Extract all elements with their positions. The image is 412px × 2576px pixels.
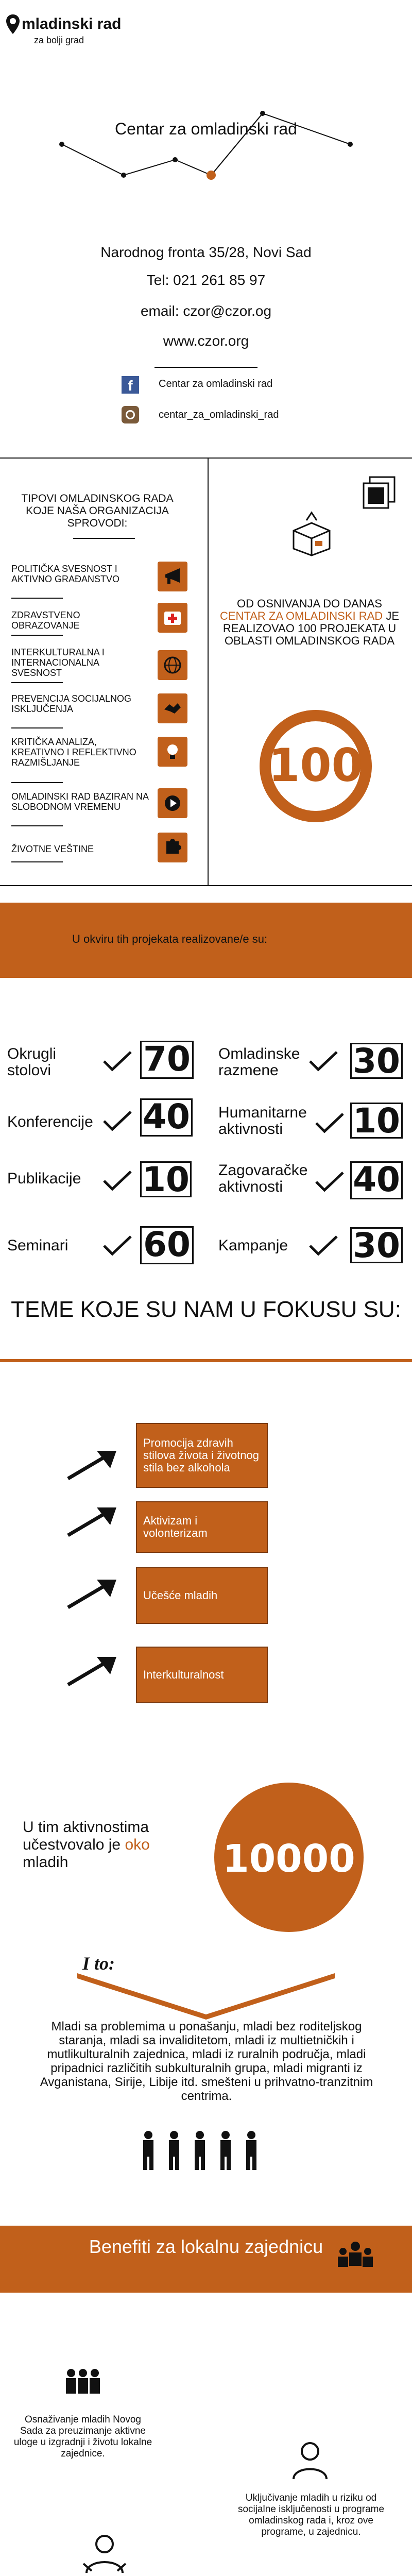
checkmark-icon xyxy=(102,1170,133,1192)
checkmark-icon xyxy=(314,1171,345,1193)
participants-text-after: mladih xyxy=(23,1854,68,1871)
people-icon xyxy=(139,2130,278,2171)
stat-value-kampanje: 30 xyxy=(350,1227,403,1263)
checkmark-icon xyxy=(314,1112,345,1134)
stat-label-kampanje: Kampanje xyxy=(218,1237,288,1254)
arrow-icon xyxy=(65,1577,122,1613)
network-graphic xyxy=(46,88,366,191)
checkmark-icon xyxy=(308,1050,339,1073)
chevron-down-icon xyxy=(77,1973,335,2020)
globe-icon xyxy=(158,650,187,680)
type-line-1 xyxy=(11,598,63,599)
projects-text-before: OD OSNIVANJA DO DANAS xyxy=(237,597,382,610)
type-item-2: ZDRAVSTVENO OBRAZOVANJE xyxy=(11,610,80,631)
stat-value-okrugli: 70 xyxy=(140,1041,194,1079)
handshake-icon xyxy=(158,693,187,723)
location-pin-icon xyxy=(5,13,21,36)
people-icon-row xyxy=(139,2130,278,2171)
type-item-1: POLITIČKA SVESNOST I AKTIVNO GRAĐANSTVO xyxy=(11,564,120,584)
topics-panel-accent xyxy=(0,1359,412,1362)
type-line-4 xyxy=(11,727,63,728)
group-icon xyxy=(64,2368,102,2404)
type-item-7: ŽIVOTNE VEŠTINE xyxy=(11,844,94,854)
projects-banner xyxy=(0,903,412,978)
stat-label-konferencije: Konferencije xyxy=(7,1113,93,1130)
participants-text-highlight: oko xyxy=(125,1836,150,1853)
stat-label-okrugli: Okrugli stolovi xyxy=(7,1045,57,1079)
instagram-icon xyxy=(122,406,139,423)
type-line-7 xyxy=(11,861,63,862)
benefit-item-2: Uključivanje mladih u riziku od socijalne isključenosti u programe omladinskog rada i, kroz ove programe, u zajednicu. xyxy=(237,2493,385,2537)
arrow-icon xyxy=(65,1504,122,1540)
type-item-3: INTERKULTURALNA I INTERNACIONALNA SVESNOST xyxy=(11,647,105,678)
play-icon xyxy=(158,788,187,818)
benefits-heading: Benefiti za lokalnu zajednicu xyxy=(89,2236,323,2257)
type-line-3 xyxy=(11,682,63,683)
benefits-banner xyxy=(0,2226,412,2293)
team-icon xyxy=(335,2240,376,2276)
topics-panel xyxy=(0,1359,412,1771)
megaphone-icon xyxy=(158,562,187,591)
type-line-2 xyxy=(11,635,63,636)
logo-title: mladinski rad xyxy=(22,15,122,32)
types-heading: TIPOVI OMLADINSKOG RADA KOJE NAŠA ORGANIZACIJA SPROVODI: xyxy=(21,493,174,529)
topic-item-2: Aktivizam i volonterizam xyxy=(136,1501,268,1553)
phone: Tel: 021 261 85 97 xyxy=(146,272,266,288)
projects-text-after: JE REALIZOVAO 100 PROJEKATA U OBLASTI OMLADINSKOG RADA xyxy=(222,609,399,647)
stat-label-zagovaracke: Zagovaračke aktivnosti xyxy=(218,1162,308,1195)
type-item-4: PREVENCIJA SOCIJALNOG ISKLJUČENJA xyxy=(11,693,132,714)
vertical-divider xyxy=(208,457,209,885)
type-line-6 xyxy=(11,825,63,826)
puzzle-icon xyxy=(158,833,187,862)
stat-value-humanitarne: 10 xyxy=(350,1103,403,1139)
arrow-icon xyxy=(65,1654,122,1690)
type-item-6: OMLADINSKI RAD BAZIRAN NA SLOBODNOM VREMENU xyxy=(11,791,149,812)
person-icon xyxy=(289,2439,331,2480)
participants-description: Mladi sa problemima u ponašanju, mladi bez roditeljskog staranja, mladi sa invaliditetom, mladi iz multietničkih i mutlikulturalnih zajednica, mladi iz ruralnih područja, mladi pripadnici različitih subkulturalnih grupa, mladi migranti iz Avganistana, Sirije, Libije itd. smešteni u prihvatno-tranzitnim centrima. xyxy=(40,2020,373,2103)
checkmark-icon xyxy=(102,1050,133,1073)
stat-value-seminari: 60 xyxy=(140,1226,194,1264)
stat-value-razmene: 30 xyxy=(350,1043,403,1079)
projects-count: 100 xyxy=(268,739,363,792)
ito-label: I to: xyxy=(82,1953,115,1974)
support-icon xyxy=(81,2533,128,2574)
banner-text: U okviru tih projekata realizovane/e su: xyxy=(72,933,268,945)
projects-text-highlight: CENTAR ZA OMLADINSKI RAD xyxy=(219,609,383,622)
lightbulb-icon xyxy=(158,737,187,767)
type-item-5: KRITIČKA ANALIZA, KREATIVNO I REFLEKTIVNO RAZMIŠLJANJE xyxy=(11,737,136,768)
benefit-item-1: Osnaživanje mladih Novog Sada za preuzimanje aktivne uloge u izgradnji i životu lokalne zajednice. xyxy=(13,2414,152,2459)
stat-value-zagovaracke: 40 xyxy=(350,1161,403,1199)
topics-heading: TEME KOJE SU NAM U FOKUSU SU: xyxy=(11,1297,401,1322)
first-aid-icon xyxy=(158,603,187,633)
logo xyxy=(5,13,139,49)
participants-text-before: U tim aktivnostima učestvovalo je xyxy=(23,1819,149,1853)
participants-text xyxy=(23,1819,193,1871)
instagram-row[interactable] xyxy=(122,405,328,426)
section-divider xyxy=(0,457,412,459)
stat-label-seminari: Seminari xyxy=(7,1237,68,1254)
type-line-5 xyxy=(11,782,63,783)
stat-label-razmene: Omladinske razmene xyxy=(218,1045,300,1079)
email[interactable]: email: czor@czor.og xyxy=(140,303,272,319)
checkmark-icon xyxy=(102,1110,133,1132)
projects-text xyxy=(216,598,403,647)
participants-count-circle xyxy=(214,1783,364,1932)
instagram-label: centar_za_omladinski_rad xyxy=(159,409,279,420)
topic-item-3: Učešće mladih xyxy=(136,1567,268,1624)
contact-divider xyxy=(154,367,258,368)
stat-label-humanitarne: Humanitarne aktivnosti xyxy=(218,1104,307,1138)
boxes-icon xyxy=(358,473,400,514)
facebook-icon: f xyxy=(122,376,139,394)
section-divider xyxy=(0,885,412,886)
topic-item-1: Promocija zdravih stilova života i životnog stila bez alkohola xyxy=(136,1423,268,1488)
projects-count-circle xyxy=(260,710,372,822)
facebook-row[interactable] xyxy=(122,375,328,396)
types-underline xyxy=(73,538,135,539)
stat-value-konferencije: 40 xyxy=(140,1098,193,1137)
center-name: Centar za omladinski rad xyxy=(115,120,297,138)
checkmark-icon xyxy=(308,1234,339,1257)
stat-label-publikacije: Publikacije xyxy=(7,1170,81,1187)
arrow-icon xyxy=(65,1448,122,1484)
open-box-icon xyxy=(283,510,340,556)
participants-count: 10000 xyxy=(222,1837,355,1881)
checkmark-icon xyxy=(102,1234,133,1257)
address: Narodnog fronta 35/28, Novi Sad xyxy=(100,244,312,260)
logo-subtitle: za bolji grad xyxy=(34,35,84,45)
website[interactable]: www.czor.org xyxy=(163,333,249,349)
facebook-label: Centar za omladinski rad xyxy=(159,378,273,389)
topic-item-4: Interkulturalnost xyxy=(136,1647,268,1703)
stat-value-publikacije: 10 xyxy=(140,1161,192,1197)
